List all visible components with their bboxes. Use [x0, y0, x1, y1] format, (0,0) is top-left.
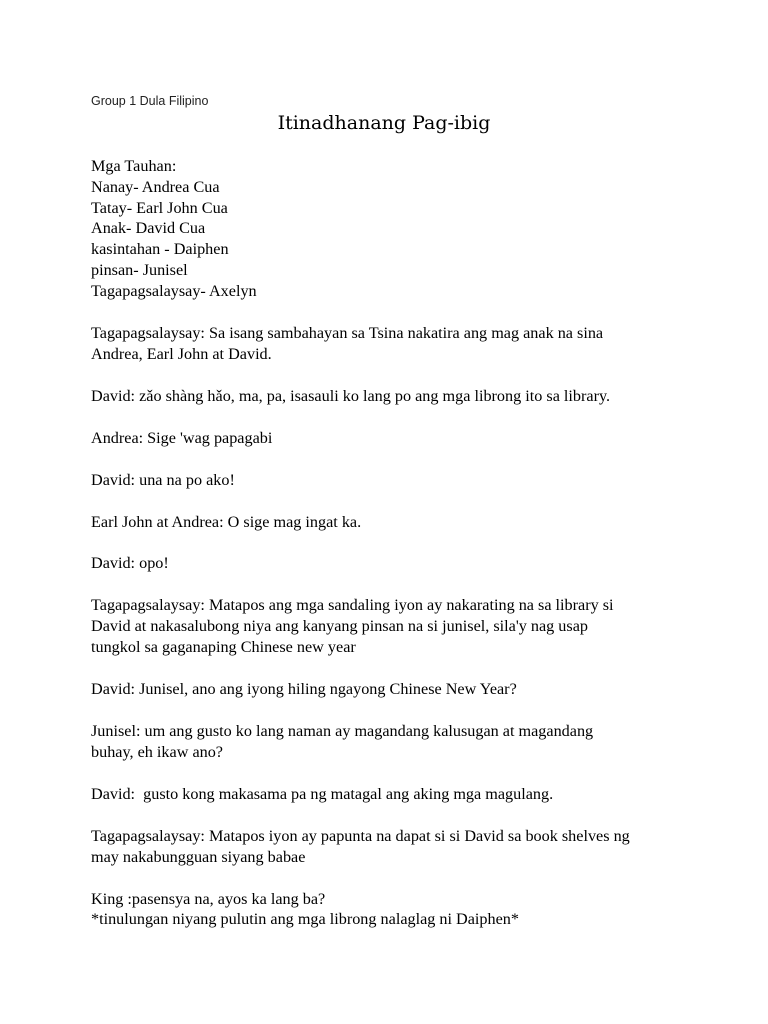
- dialogue-paragraph: [91, 826, 711, 868]
- paragraph-line: tungkol sa gaganaping Chinese new year: [91, 638, 356, 657]
- dialogue-paragraph: [91, 386, 711, 407]
- paragraph-line: David: gusto kong makasama pa ng matagal ang aking mga magulang.: [91, 784, 554, 803]
- paragraph-line: Tagapagsalaysay: Matapos iyon ay papunta na dapat si si David sa book shelves ng: [91, 826, 630, 845]
- dialogue-paragraph: [91, 323, 711, 365]
- cast-member: pinsan- Junisel: [91, 260, 188, 279]
- paragraph-line: *tinulungan niyang pulutin ang mga librong nalaglag ni Daiphen*: [91, 910, 519, 929]
- paragraph-line: David: zǎo shàng hǎo, ma, pa, isasauli ko lang po ang mga librong ito sa library.: [91, 386, 611, 405]
- paragraph-line: David: opo!: [91, 554, 169, 573]
- dialogue-paragraph: [91, 595, 711, 657]
- cast-member: kasintahan - Daiphen: [91, 240, 229, 259]
- dialogue-paragraph: [91, 889, 711, 931]
- dialogue-paragraph: [91, 784, 711, 805]
- paragraph-line: Tagapagsalaysay: Sa isang sambahayan sa Tsina nakatira ang mag anak na sina: [91, 323, 604, 342]
- cast-member: Anak- David Cua: [91, 219, 206, 238]
- paragraph-line: David: Junisel, ano ang iyong hiling ngayong Chinese New Year?: [91, 680, 517, 699]
- cast-list: [91, 156, 711, 302]
- paragraph-line: Andrea: Sige 'wag papagabi: [91, 428, 273, 447]
- paragraph-line: buhay, eh ikaw ano?: [91, 742, 223, 761]
- document-title: Itinadhanang Pag-ibig: [277, 112, 491, 134]
- dialogue-paragraph: [91, 721, 711, 763]
- paragraph-line: David: una na po ako!: [91, 470, 235, 489]
- cast-member: Nanay- Andrea Cua: [91, 177, 220, 196]
- dialogue-paragraph: [91, 428, 711, 449]
- cast-member: Tatay- Earl John Cua: [91, 198, 228, 217]
- paragraph-line: Tagapagsalaysay: Matapos ang mga sandaling iyon ay nakarating na sa library si: [91, 596, 614, 615]
- document-header: Group 1 Dula Filipino: [91, 94, 209, 108]
- paragraph-line: Earl John at Andrea: O sige mag ingat ka.: [91, 512, 362, 531]
- dialogue-paragraph: [91, 470, 711, 491]
- paragraph-line: Junisel: um ang gusto ko lang naman ay magandang kalusugan at magandang: [91, 722, 594, 741]
- dialogue-paragraph: [91, 512, 711, 533]
- document-body: [91, 156, 711, 930]
- dialogue-paragraph: [91, 679, 711, 700]
- paragraph-line: David at nakasalubong niya ang kanyang pinsan na si junisel, sila'y nag usap: [91, 617, 588, 636]
- paragraph-line: may nakabungguan siyang babae: [91, 847, 306, 866]
- cast-member: Tagapagsalaysay- Axelyn: [91, 281, 257, 300]
- cast-heading: Mga Tauhan:: [91, 157, 177, 175]
- dialogue-paragraph: [91, 553, 711, 574]
- paragraph-line: King :pasensya na, ayos ka lang ba?: [91, 889, 326, 908]
- paragraph-line: Andrea, Earl John at David.: [91, 344, 272, 363]
